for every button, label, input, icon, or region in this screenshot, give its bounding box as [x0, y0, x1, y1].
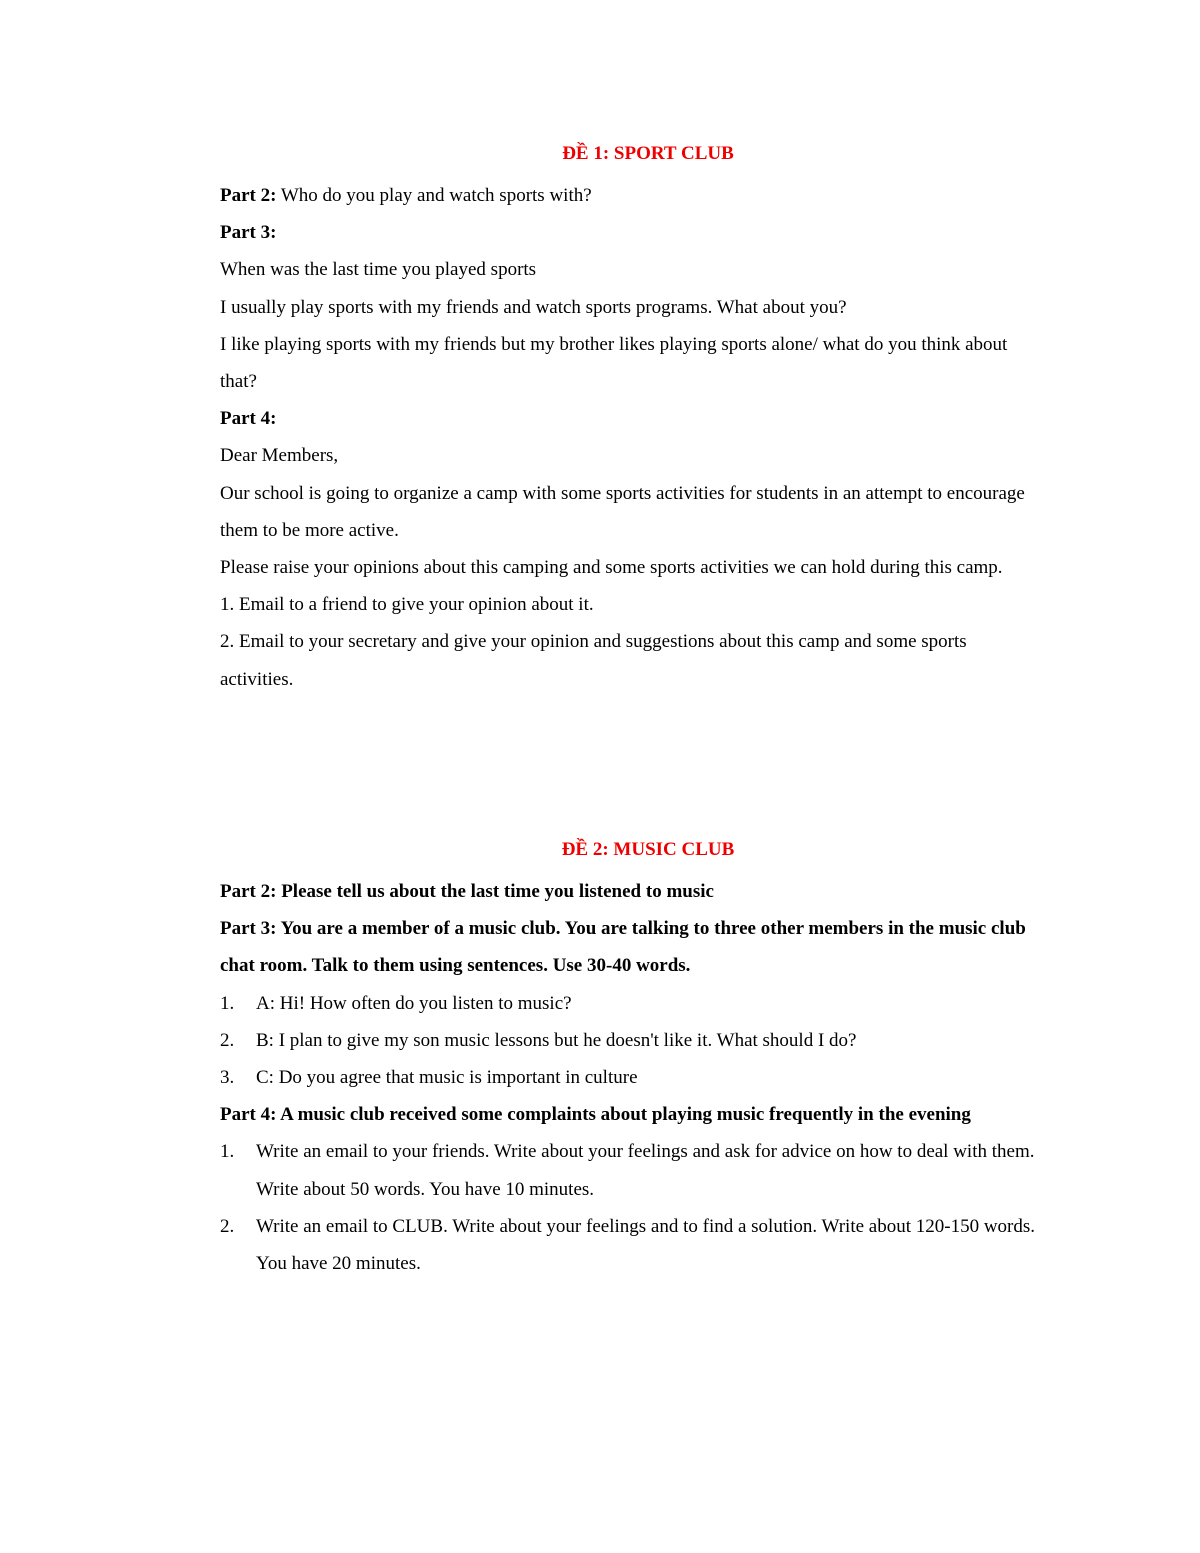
- part3-heading: Part 3: You are a member of a music club. You are talking to three other members in the music club chat room. Talk to them using sentences. Use 30-40 words.: [220, 918, 1026, 977]
- part-label: Part 3:: [220, 222, 277, 244]
- paragraph: When was the last time you played sports: [220, 259, 537, 281]
- list-text: A: Hi! How often do you listen to music?: [256, 992, 572, 1014]
- list-text: B: I plan to give my son music lessons but he doesn't like it. What should I do?: [256, 1029, 857, 1051]
- list-item: [220, 1059, 1060, 1096]
- paragraph: Dear Members,: [220, 445, 339, 467]
- list-number: 1.: [220, 992, 235, 1014]
- list-text: Write an email to your friends. Write about your feelings and ask for advice on how to deal with them. Write about 50 words. You have 10 minutes.: [256, 1141, 1035, 1200]
- list-number: 2.: [220, 1029, 235, 1051]
- paragraph: Our school is going to organize a camp with some sports activities for students in an attempt to encourage them to be more active.: [220, 482, 1025, 541]
- list-number: 2.: [220, 1215, 235, 1237]
- part-label: Part 2:: [220, 185, 277, 206]
- list-number: 3.: [220, 1067, 235, 1089]
- list-item: [220, 1022, 1060, 1059]
- section-sport-club: [220, 140, 1060, 698]
- part-label: Part 4:: [220, 408, 277, 430]
- part-text: Who do you play and watch sports with?: [276, 185, 592, 206]
- section-music-club: [220, 836, 1060, 1282]
- section-title: ĐỀ 1: SPORT CLUB: [562, 143, 734, 164]
- paragraph: Please raise your opinions about this camping and some sports activities we can hold during this camp.: [220, 557, 1003, 579]
- part2-heading: Part 2: Please tell us about the last time you listened to music: [220, 881, 714, 902]
- list-item: [220, 1133, 1060, 1207]
- paragraph: I usually play sports with my friends and watch sports programs. What about you?: [220, 296, 847, 318]
- paragraph: I like playing sports with my friends but my brother likes playing sports alone/ what do you think about that?: [220, 333, 1008, 393]
- part2-paragraph: [220, 177, 1060, 214]
- list-item: [220, 985, 1060, 1022]
- paragraph: 2. Email to your secretary and give your opinion and suggestions about this camp and some sports activities.: [220, 631, 967, 690]
- list-number: 1.: [220, 1141, 235, 1163]
- part4-heading: Part 4: A music club received some complaints about playing music frequently in the evening: [220, 1104, 971, 1126]
- section-title: ĐỀ 2: MUSIC CLUB: [561, 839, 735, 860]
- paragraph: 1. Email to a friend to give your opinion about it.: [220, 594, 594, 616]
- list-text: C: Do you agree that music is important in culture: [256, 1067, 638, 1089]
- list-item: [220, 1208, 1060, 1282]
- list-text: Write an email to CLUB. Write about your feelings and to find a solution. Write about 120-150 words. You have 20 minutes.: [256, 1215, 1036, 1275]
